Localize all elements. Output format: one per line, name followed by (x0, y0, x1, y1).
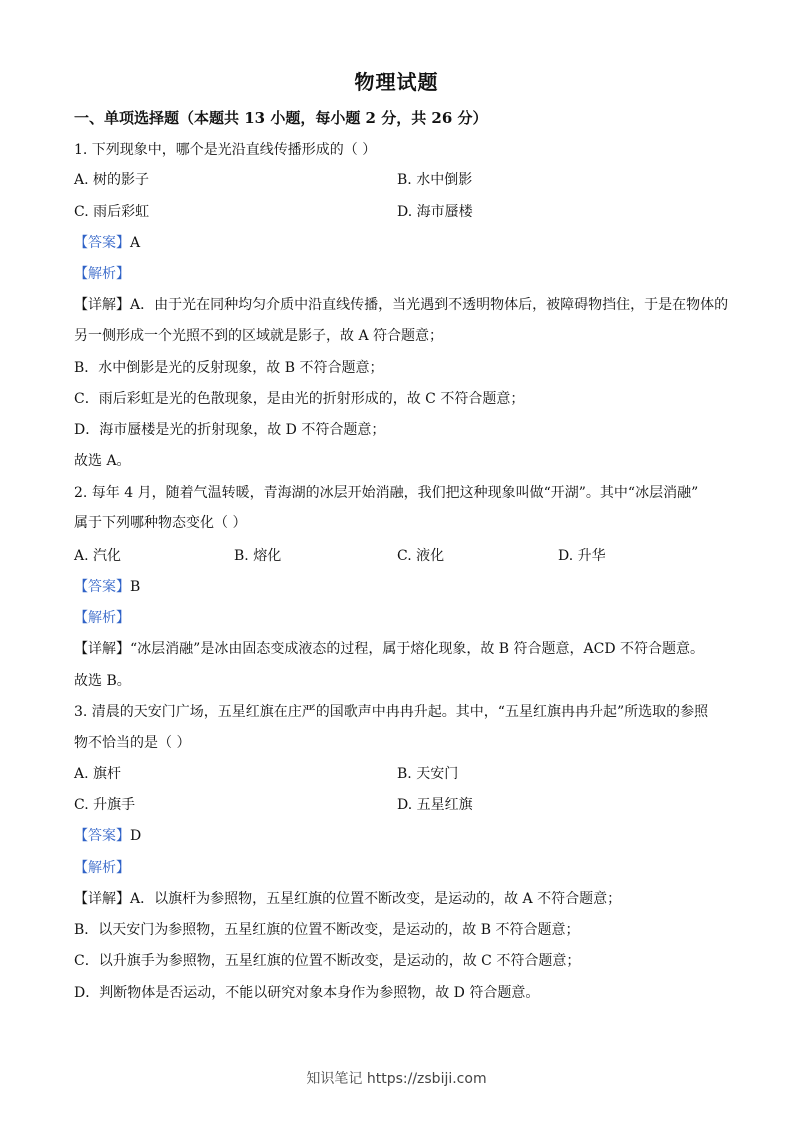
answer-label: 【答案】 (74, 579, 130, 595)
question-1-option-c: C. 雨后彩虹 (74, 204, 150, 220)
question-1-option-b: B. 水中倒影 (397, 172, 473, 188)
page-title: 物理试题 (354, 70, 439, 94)
question-1-stem: 1. 下列现象中，哪个是光沿直线传播形成的（ ） (74, 142, 377, 158)
footer-watermark: 知识笔记 https://zsbiji.com (306, 1071, 487, 1087)
question-1-answer (74, 233, 140, 253)
question-3-detail-line: C．以升旗手为参照物，五星红旗的位置不断改变，是运动的，故 C 不符合题意； (74, 953, 581, 969)
question-3-detail-line: D．判断物体是否运动，不能以研究对象本身作为参照物，故 D 符合题意。 (74, 985, 540, 1001)
section-heading: 一、单项选择题（本题共 13 小题，每小题 2 分，共 26 分） (74, 109, 488, 127)
question-1-option-a: A. 树的影子 (74, 172, 150, 188)
question-2-detail-line: 【详解】“冰层消融”是冰由固态变成液态的过程，属于熔化现象，故 B 符合题意，ACD 不符合题意。 (74, 641, 704, 657)
question-3-detail-line: B．以天安门为参照物，五星红旗的位置不断改变，是运动的，故 B 不符合题意； (74, 922, 580, 938)
question-2-option-d: D. 升华 (558, 548, 606, 564)
question-2-option-a: A. 汽化 (74, 548, 122, 564)
question-2-option-b: B. 熔化 (234, 548, 282, 564)
question-3-analysis-label: 【解析】 (74, 860, 130, 876)
question-2-analysis-label: 【解析】 (74, 610, 130, 626)
question-3-answer (74, 826, 141, 846)
question-1-detail-line: 另一侧形成一个光照不到的区域就是影子，故 A 符合题意； (74, 328, 444, 344)
question-2-option-c: C. 液化 (397, 548, 445, 564)
question-3-detail-line: 【详解】A．以旗杆为参照物，五星红旗的位置不断改变，是运动的，故 A 不符合题意； (74, 891, 622, 907)
question-1-detail-line: D．海市蜃楼是光的折射现象，故 D 不符合题意； (74, 422, 386, 438)
answer-label: 【答案】 (74, 235, 130, 251)
answer-value: A (130, 235, 141, 251)
question-3-option-c: C. 升旗手 (74, 797, 136, 813)
answer-label: 【答案】 (74, 828, 130, 844)
question-1-analysis-label: 【解析】 (74, 266, 130, 282)
answer-value: B (130, 579, 141, 595)
question-2-conclusion: 故选 B。 (74, 673, 131, 689)
question-2-stem: 属于下列哪种物态变化（ ） (74, 515, 247, 531)
question-3-option-a: A. 旗杆 (74, 766, 122, 782)
question-1-detail-line: C．雨后彩虹是光的色散现象，是由光的折射形成的，故 C 不符合题意； (74, 391, 525, 407)
answer-value: D (130, 828, 142, 844)
question-1-detail-line: B．水中倒影是光的反射现象，故 B 不符合题意； (74, 360, 384, 376)
question-1-detail-line: 【详解】A．由于光在同种均匀介质中沿直线传播，当光遇到不透明物体后，被障碍物挡住，于是在物体的 (74, 297, 729, 313)
question-3-option-d: D. 五星红旗 (397, 797, 473, 813)
question-3-stem: 物不恰当的是（ ） (74, 735, 191, 751)
question-1-conclusion: 故选 A。 (74, 453, 131, 469)
question-2-answer (74, 577, 140, 597)
question-1-option-d: D. 海市蜃楼 (397, 204, 473, 220)
question-3-stem: 3. 清晨的天安门广场，五星红旗在庄严的国歌声中冉冉升起。其中，“五星红旗冉冉升起”所选取的参照 (74, 704, 709, 720)
question-3-option-b: B. 天安门 (397, 766, 459, 782)
question-2-stem: 2. 每年 4 月，随着气温转暖，青海湖的冰层开始消融，我们把这种现象叫做“开湖”。其中“冰层消融” (74, 485, 699, 501)
